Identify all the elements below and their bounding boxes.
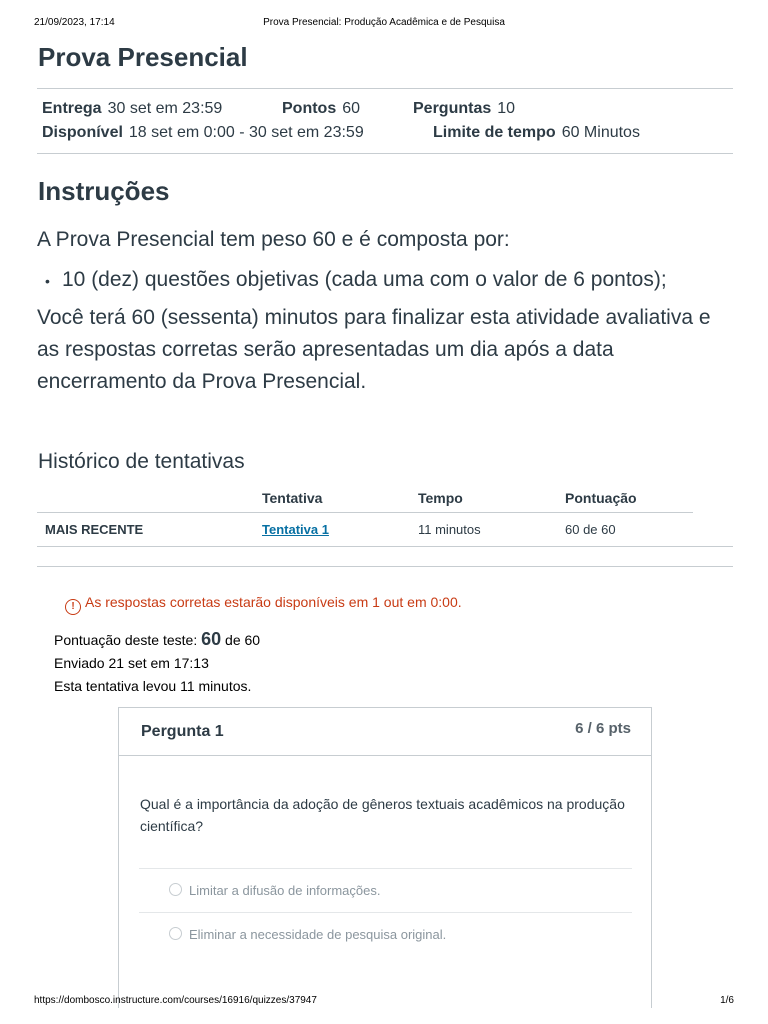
points-label: Pontos (282, 100, 337, 117)
most-recent-label: MAIS RECENTE (45, 522, 144, 537)
answer-label: Eliminar a necessidade de pesquisa original. (189, 927, 447, 942)
alert-circle-icon: ! (65, 599, 81, 615)
question-card (118, 707, 652, 1008)
history-heading: Histórico de tentativas (38, 450, 245, 473)
points-value: 60 (342, 100, 361, 117)
table-row (37, 513, 733, 544)
column-score: Pontuação (565, 490, 637, 506)
radio-button[interactable] (169, 927, 182, 940)
divider (37, 153, 733, 154)
print-page-number: 1/6 (720, 995, 734, 1006)
score-value: 60 (201, 629, 222, 649)
answer-label: Limitar a difusão de informações. (189, 883, 381, 898)
duration-text: Esta tentativa levou 11 minutos. (54, 678, 252, 694)
quiz-content (37, 34, 733, 567)
column-time: Tempo (418, 490, 463, 506)
time-limit-value: 60 Minutos (561, 124, 640, 141)
score-of: de 60 (225, 632, 261, 648)
due-detail (42, 100, 222, 118)
answer-option[interactable] (139, 868, 632, 911)
answer-option[interactable] (139, 912, 632, 955)
result-summary (54, 628, 260, 698)
due-label: Entrega (42, 100, 102, 117)
available-detail (42, 124, 364, 142)
question-header (119, 708, 651, 756)
available-value: 18 set em 0:00 - 30 set em 23:59 (128, 124, 364, 141)
attempt-score: 60 de 60 (565, 522, 616, 537)
history-table-header (37, 482, 693, 513)
questions-detail (413, 100, 515, 118)
score-line (54, 628, 260, 652)
attempt-time: 11 minutos (418, 522, 481, 537)
quiz-details (37, 89, 733, 153)
page-title: Prova Presencial (38, 42, 248, 72)
time-limit-detail (433, 124, 640, 142)
question-text: Qual é a importância da adoção de gêneros textuais acadêmicos na produção científica? (140, 796, 625, 834)
time-limit-label: Limite de tempo (433, 124, 556, 141)
notice-text: As respostas corretas estarão disponíveis em 1 out em 0:00. (85, 594, 462, 610)
points-detail (282, 100, 360, 118)
questions-label: Perguntas (413, 100, 492, 117)
divider (37, 566, 733, 567)
instructions-intro: A Prova Presencial tem peso 60 e é composta por: (37, 228, 510, 251)
print-header (0, 17, 768, 31)
question-title: Pergunta 1 (141, 723, 224, 740)
attempt-link[interactable]: Tentativa 1 (262, 522, 329, 537)
due-value: 30 set em 23:59 (107, 100, 223, 117)
radio-button[interactable] (169, 883, 182, 896)
print-footer (0, 995, 768, 1009)
available-label: Disponível (42, 124, 123, 141)
instructions-body: Você terá 60 (sessenta) minutos para finalizar esta atividade avaliativa e as respostas corretas serão apresentadas um dia após a data encerramento da Prova Presencial. (37, 306, 711, 393)
question-points: 6 / 6 pts (575, 720, 631, 737)
instructions-list-item: • 10 (dez) questões objetivas (cada uma com o valor de 6 pontos); (62, 264, 733, 296)
divider (37, 546, 733, 547)
column-attempt: Tentativa (262, 490, 323, 506)
questions-value: 10 (497, 100, 516, 117)
print-doc-title: Prova Presencial: Produção Acadêmica e de Pesquisa (263, 17, 505, 28)
instructions-heading: Instruções (38, 176, 170, 206)
history-table (37, 482, 733, 546)
submitted-text: Enviado 21 set em 17:13 (54, 655, 209, 671)
print-url: https://dombosco.instructure.com/courses/16916/quizzes/37947 (34, 995, 317, 1006)
instructions-list (37, 264, 733, 296)
answers-notice (65, 594, 462, 615)
print-datetime: 21/09/2023, 17:14 (34, 17, 115, 28)
score-label: Pontuação deste teste: (54, 632, 198, 648)
